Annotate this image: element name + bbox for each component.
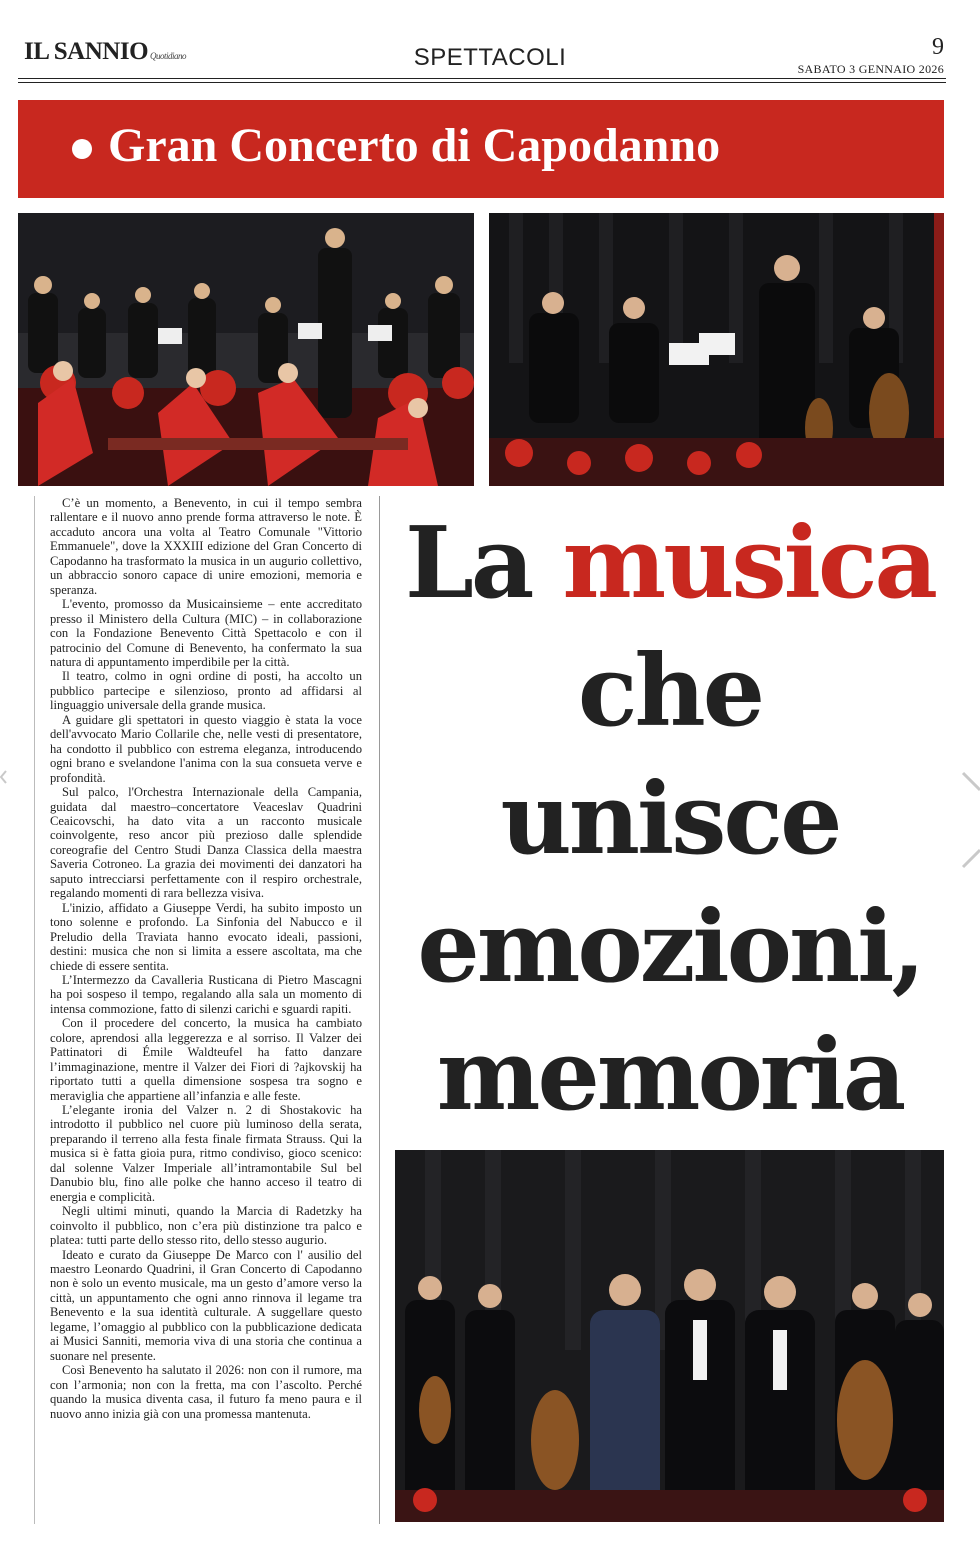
headline-word: La bbox=[404, 506, 563, 621]
column-rule-left bbox=[34, 496, 35, 1524]
article-body bbox=[50, 496, 362, 1421]
headline-line: emozioni, bbox=[417, 890, 923, 1005]
photo-final-bow bbox=[395, 1150, 944, 1522]
masthead-subtitle: Quotidiano bbox=[150, 51, 187, 61]
article-paragraph: Così Benevento ha salutato il 2026: non con il rumore, ma con l’armonia; non con la fretta, ma con l’ascolto. Perché quando la musica diventa casa, il futuro fa meno paura e il nuovo anno inizia già con una promessa mantenuta. bbox=[50, 1363, 362, 1421]
photo-dancers-orchestra bbox=[18, 213, 474, 486]
bullet-icon bbox=[72, 139, 92, 159]
issue-date: SABATO 3 GENNAIO 2026 bbox=[797, 62, 944, 76]
article-paragraph: A guidare gli spettatori in questo viaggio è stata la voce dell'avvocato Mario Collarile che, nelle vesti di presentatore, ha condotto il pubblico con estrema eleganza, introducendo ogni brano e svelandone l'anima con la sua consueta verve e profondità. bbox=[50, 712, 362, 785]
headline-highlight: musica bbox=[562, 506, 936, 621]
banner-title: Gran Concerto di Capodanno bbox=[108, 119, 721, 172]
article-paragraph: L’Intermezzo da Cavalleria Rusticana di Pietro Mascagni ha poi sospeso il tempo, regalando alla sala un momento di intensa commozione, fatto di silenzi carichi e sguardi rapiti. bbox=[50, 972, 362, 1016]
chevron-right-icon[interactable] bbox=[960, 770, 980, 870]
header-rule-bottom bbox=[18, 82, 946, 83]
article-paragraph: Il teatro, colmo in ogni ordine di posti, ha accolto un pubblico partecipe e silenzioso, pronto ad affidarsi al linguaggio universale della grande musica. bbox=[50, 669, 362, 713]
article-paragraph: C’è un momento, a Benevento, in cui il tempo sembra rallentare e il nuovo anno prende forma attraverso le note. È accaduto ancora una volta al Teatro Comunale "Vittorio Emmanuele", dove la XXXIII edizione del Gran Concerto di Capodanno ha trasformato la musica in un augurio collettivo, un abbraccio sonoro capace di unire emozioni, memoria e speranza. bbox=[50, 496, 362, 597]
article-paragraph: L'inizio, affidato a Giuseppe Verdi, ha subito imposto un tono solenne e profondo. La Sinfonia del Nabucco e il Preludio della Traviata hanno evocato ideali, passioni, destini: musica che non si limita a essere ascoltata, ma che chiede di essere sentita. bbox=[50, 900, 362, 973]
article-paragraph: L’elegante ironia del Valzer n. 2 di Shostakovic ha introdotto il pubblico nel cuore più luminoso della serata, preparando il terreno alla festa finale firmata Strauss. Qui la musica si è fatta gioia pura, ritmo condiviso, gioco scenico: dal solenne Valzer Imperiale all’intramontabile Sul bel Danubio blu, fino alle polke che hanno acceso il teatro di energia e complicità. bbox=[50, 1103, 362, 1204]
article-paragraph: L'evento, promosso da Musicainsieme – ente accreditato presso il Ministero della Cultura (MIC) – in collaborazione con la Fondazione Benevento Città Spettacolo e con il patrocinio del Comune di Benevento, ha confermato la sua natura di appuntamento imperdibile per la città. bbox=[50, 597, 362, 669]
headline-line: che unisce bbox=[500, 634, 840, 877]
page-number: 9 bbox=[932, 34, 944, 60]
chevron-left-icon[interactable] bbox=[0, 770, 8, 784]
header-rule-top bbox=[18, 78, 946, 79]
article-paragraph: Ideato e curato da Giuseppe De Marco con l' ausilio del maestro Leonardo Quadrini, il Gran Concerto di Capodanno non è solo un evento musicale, ma un gesto d’amore verso la città, un appuntamento che ogni anno rinnova il legame tra Benevento e la sua identità culturale. A suggellare questo legame, l’omaggio al pubblico con la pubblicazione dedicata ai Musici Sanniti, memoria viva di una storia che continua a suonare nel presente. bbox=[50, 1247, 362, 1363]
photo-conductor bbox=[489, 213, 944, 486]
article-paragraph: Sul palco, l'Orchestra Internazionale della Campania, guidata dal maestro–concertatore Veaceslav Quadrini Ceaicovschi, ha dato vita a un racconto musicale coinvolgente, reso ancor più prezioso dalle splendide coreografie del Centro Studi Danza Classica della maestra Saveria Cotroneo. La grazia dei movimenti dei danzatori ha saputo intrecciarsi perfettamente con il respiro orchestrale, regalando momenti di rara bellezza visiva. bbox=[50, 785, 362, 901]
section-title: SPETTACOLI bbox=[413, 44, 567, 71]
article-paragraph: Con il procedere del concerto, la musica ha cambiato colore, aprendosi alla leggerezza e al sorriso. Il Valzer dei Pattinatori di Émile Waldteufel ha fatto danzare l’immaginazione, mentre il Valzer dei Fiori di ?ajkovskij ha riportato tutti a quella dimensione sospesa tra sogno e meraviglia che appartiene all’infanzia e alle feste. bbox=[50, 1016, 362, 1103]
column-rule bbox=[379, 496, 380, 1524]
headline-line: memoria bbox=[436, 1018, 904, 1133]
masthead-title: IL SANNIO bbox=[24, 38, 149, 65]
article-paragraph: Negli ultimi minuti, quando la Marcia di Radetzky ha coinvolto il pubblico, non c’era più distinzione tra palco e platea: tutti parte dello stesso rito, dello stesso augurio. bbox=[50, 1204, 362, 1248]
